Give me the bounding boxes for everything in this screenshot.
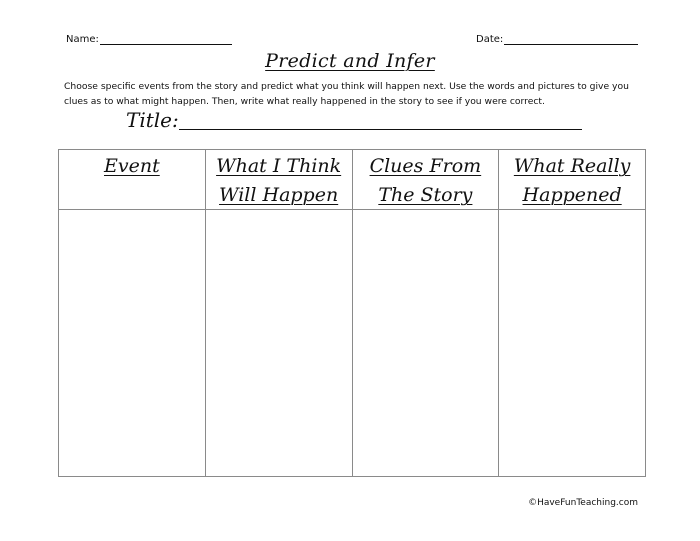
- header-cell-event: [59, 150, 206, 209]
- clues-write-cell[interactable]: [353, 210, 500, 476]
- date-blank-line[interactable]: [504, 34, 638, 45]
- story-title-field: [126, 108, 582, 132]
- story-title-label: Title:: [126, 108, 179, 132]
- name-label: Name:: [66, 34, 99, 45]
- story-title-blank-line[interactable]: [179, 111, 582, 130]
- date-field: [476, 34, 638, 45]
- header-event: Event: [104, 155, 160, 177]
- prediction-write-cell[interactable]: [206, 210, 353, 476]
- chart-header-row: [59, 150, 645, 210]
- name-blank-line[interactable]: [100, 34, 232, 45]
- chart-body-row: [59, 210, 645, 476]
- header-cell-outcome: [499, 150, 645, 209]
- copyright-text: ©HaveFunTeaching.com: [528, 498, 638, 508]
- outcome-write-cell[interactable]: [499, 210, 645, 476]
- instructions-text: Choose specific events from the story and predict what you think will happen next. Use the words and pictures to give you clues as to what might happen. Then, write what really happened in the story to see if you were correct.: [64, 81, 629, 107]
- header-cell-prediction: [206, 150, 353, 209]
- worksheet-title: Predict and Infer: [265, 50, 435, 72]
- predict-infer-chart: [58, 149, 646, 477]
- header-cell-clues: [353, 150, 500, 209]
- name-field: [66, 34, 232, 45]
- header-what-really-happened: What Really Happened: [513, 155, 631, 206]
- header-what-i-think: What I Think Will Happen: [216, 155, 342, 206]
- header-clues: Clues From The Story: [369, 155, 482, 206]
- event-write-cell[interactable]: [59, 210, 206, 476]
- date-label: Date:: [476, 34, 504, 45]
